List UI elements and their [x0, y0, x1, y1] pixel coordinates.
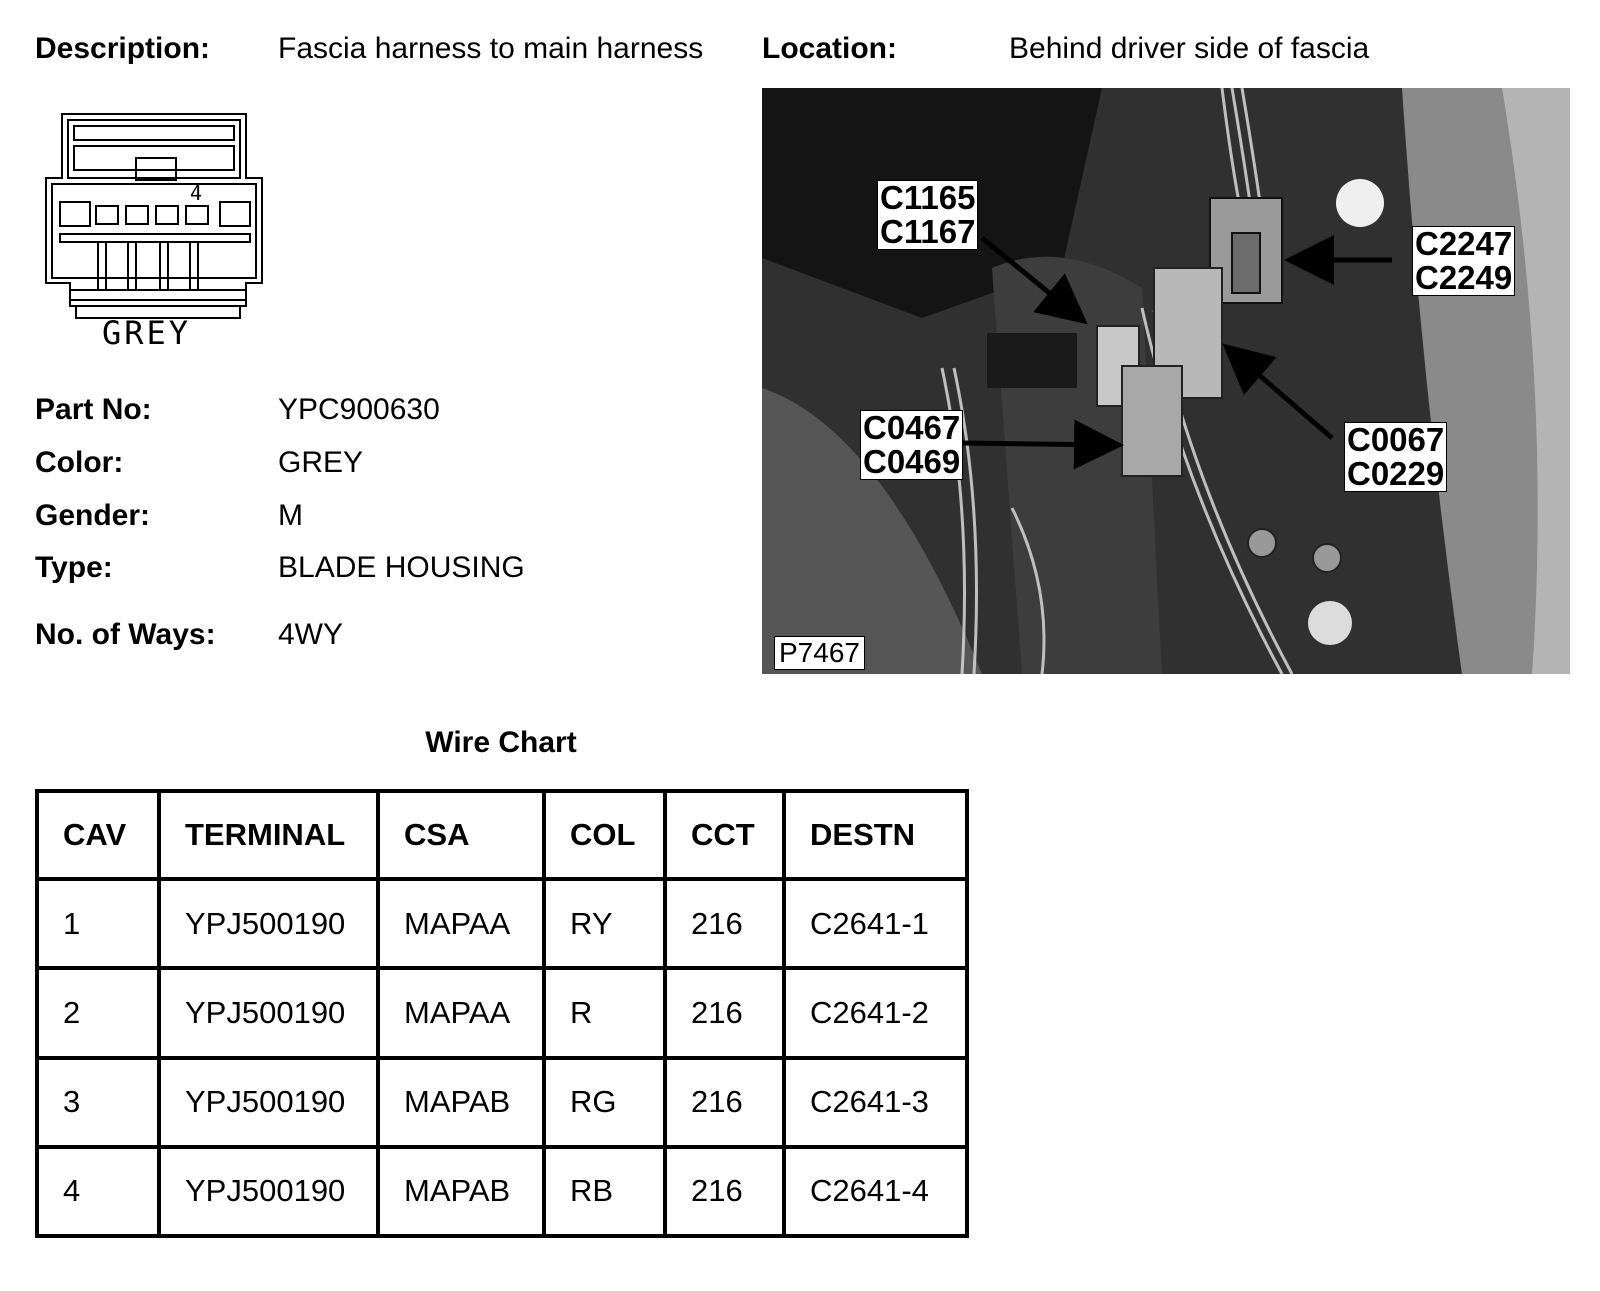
- header-col: COL: [544, 791, 665, 879]
- wire-chart-table: [35, 789, 969, 1238]
- table-row: [37, 879, 967, 968]
- cct-cell: 216: [665, 1058, 784, 1147]
- terminal-cell: YPJ500190: [159, 879, 378, 968]
- csa-cell: MAPAB: [378, 1058, 544, 1147]
- part-no-value: YPC900630: [278, 393, 440, 426]
- header-cav: CAV: [37, 791, 159, 879]
- csa-cell: MAPAA: [378, 879, 544, 968]
- destn-cell: C2641-4: [784, 1147, 967, 1236]
- col-cell: RG: [544, 1058, 665, 1147]
- wire-chart-header-row: [37, 791, 967, 879]
- photo-scene: [762, 88, 1570, 674]
- gender-label: Gender:: [35, 499, 151, 532]
- header-csa: CSA: [378, 791, 544, 879]
- callout-c2247-c2249: C2247 C2249: [1412, 226, 1515, 296]
- type-label: Type:: [35, 551, 113, 584]
- callout-c0467-c0469: C0467 C0469: [860, 410, 963, 480]
- header-terminal: TERMINAL: [159, 791, 378, 879]
- callout-c0067-c0229: C0067 C0229: [1344, 422, 1447, 492]
- wire-chart-title: Wire Chart: [425, 726, 577, 759]
- destn-cell: C2641-1: [784, 879, 967, 968]
- col-cell: R: [544, 968, 665, 1057]
- csa-cell: MAPAB: [378, 1147, 544, 1236]
- photo-id: P7467: [774, 636, 865, 670]
- color-label: Color:: [35, 446, 124, 479]
- connector-color-text: GREY: [102, 314, 192, 352]
- cct-cell: 216: [665, 968, 784, 1057]
- table-row: [37, 1058, 967, 1147]
- csa-cell: MAPAA: [378, 968, 544, 1057]
- header-cct: CCT: [665, 791, 784, 879]
- cct-cell: 216: [665, 879, 784, 968]
- location-photo: [762, 88, 1570, 674]
- connector-face-diagram: [40, 108, 280, 358]
- callout-c1165-c1167: C1165 C1167: [877, 180, 978, 250]
- type-value: BLADE HOUSING: [278, 551, 525, 584]
- cav-cell: 3: [37, 1058, 159, 1147]
- destn-cell: C2641-3: [784, 1058, 967, 1147]
- terminal-cell: YPJ500190: [159, 1147, 378, 1236]
- cct-cell: 216: [665, 1147, 784, 1236]
- gender-value: M: [278, 499, 303, 532]
- location-value: Behind driver side of fascia: [1009, 32, 1370, 65]
- cav-cell: 2: [37, 968, 159, 1057]
- ways-value: 4WY: [278, 618, 344, 651]
- description-value: Fascia harness to main harness: [278, 32, 704, 65]
- cav-cell: 4: [37, 1147, 159, 1236]
- location-label: Location:: [762, 32, 897, 65]
- table-row: [37, 968, 967, 1057]
- terminal-cell: YPJ500190: [159, 1058, 378, 1147]
- part-no-label: Part No:: [35, 393, 152, 426]
- col-cell: RB: [544, 1147, 665, 1236]
- terminal-cell: YPJ500190: [159, 968, 378, 1057]
- ways-label: No. of Ways:: [35, 618, 216, 651]
- destn-cell: C2641-2: [784, 968, 967, 1057]
- table-row: [37, 1147, 967, 1236]
- color-value: GREY: [278, 446, 364, 479]
- cav-cell: 1: [37, 879, 159, 968]
- pin-4-marker: 4: [190, 181, 203, 205]
- col-cell: RY: [544, 879, 665, 968]
- header-destn: DESTN: [784, 791, 967, 879]
- description-label: Description:: [35, 32, 211, 65]
